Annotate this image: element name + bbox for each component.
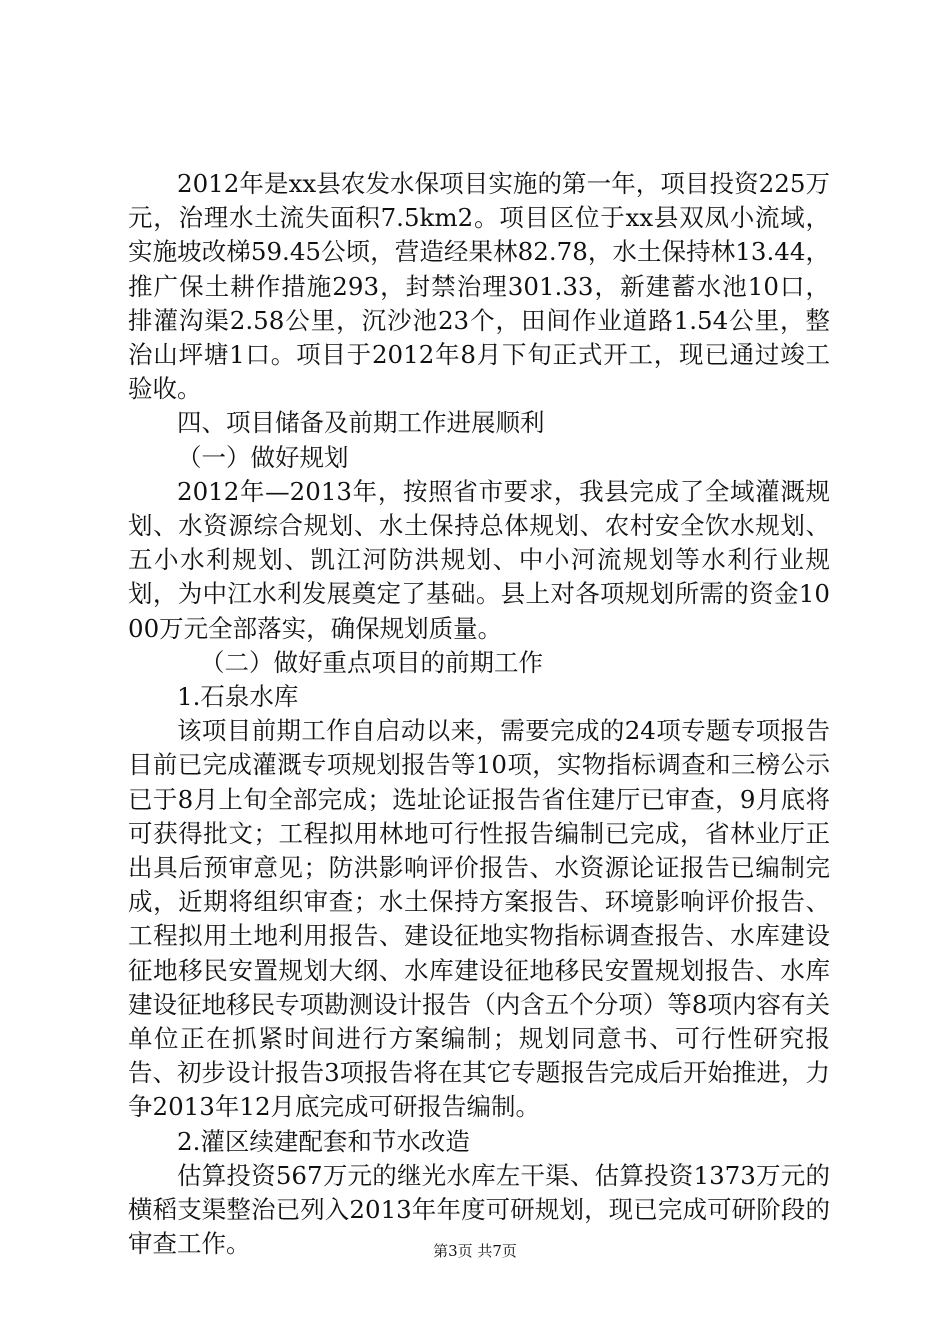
document-body xyxy=(128,167,830,1262)
paragraph-planning: 2012年—2013年，按照省市要求，我县完成了全域灌溉规划、水资源综合规划、水土保持总体规划、农村安全饮水规划、五小水利规划、凯江河防洪规划、中小河流规划等水利行业规划，为中江水利发展奠定了基础。县上对各项规划所需的资金1000万元全部落实，确保规划质量。 xyxy=(128,476,830,643)
item-heading-irrigation-renovation: 2.灌区续建配套和节水改造 xyxy=(177,1126,470,1156)
item-heading-shiquan-reservoir: 1.石泉水库 xyxy=(177,682,299,712)
subsection-heading-key-projects: （二）做好重点项目的前期工作 xyxy=(200,647,543,677)
page-number-footer: 第3页 共7页 xyxy=(433,1242,517,1260)
section-heading-project-reserve: 四、项目储备及前期工作进展顺利 xyxy=(177,408,545,438)
paragraph-irrigation-renovation: 估算投资567万元的继光水库左干渠、估算投资1373万元的横稻支渠整治已列入2013年年度可研规划，现已完成可研阶段的审查工作。 xyxy=(128,1160,830,1259)
paragraph-water-conservation-project: 2012年是xx县农发水保项目实施的第一年，项目投资225万元，治理水土流失面积7.5km2。项目区位于xx县双凤小流域，实施坡改梯59.45公顷，营造经果林82.78，水土保持林13.44，推广保土耕作措施293，封禁治理301.33，新建蓄水池10口，排灌沟渠2.58公里，沉沙池23个，田间作业道路1.54公里，整治山坪塘1口。项目于2012年8月下旬正式开工，现已通过竣工验收。 xyxy=(128,169,830,404)
subsection-heading-planning: （一）做好规划 xyxy=(177,442,349,472)
paragraph-shiquan-reservoir: 该项目前期工作自启动以来，需要完成的24项专题专项报告目前已完成灌溉专项规划报告等10项，实物指标调查和三榜公示已于8月上旬全部完成；选址论证报告省住建厅已审查，9月底将可获得批文；工程拟用林地可行性报告编制已完成，省林业厅正出具后预审意见；防洪影响评价报告、水资源论证报告已编制完成，近期将组织审查；水土保持方案报告、环境影响评价报告、工程拟用土地利用报告、建设征地实物指标调查报告、水库建设征地移民安置规划大纲、水库建设征地移民安置规划报告、水库建设征地移民专项勘测设计报告（内含五个分项）等8项内容有关单位正在抓紧时间进行方案编制；规划同意书、可行性研究报告、初步设计报告3项报告将在其它专题报告完成后开始推进，力争2013年12月底完成可研报告编制。 xyxy=(128,716,830,1122)
